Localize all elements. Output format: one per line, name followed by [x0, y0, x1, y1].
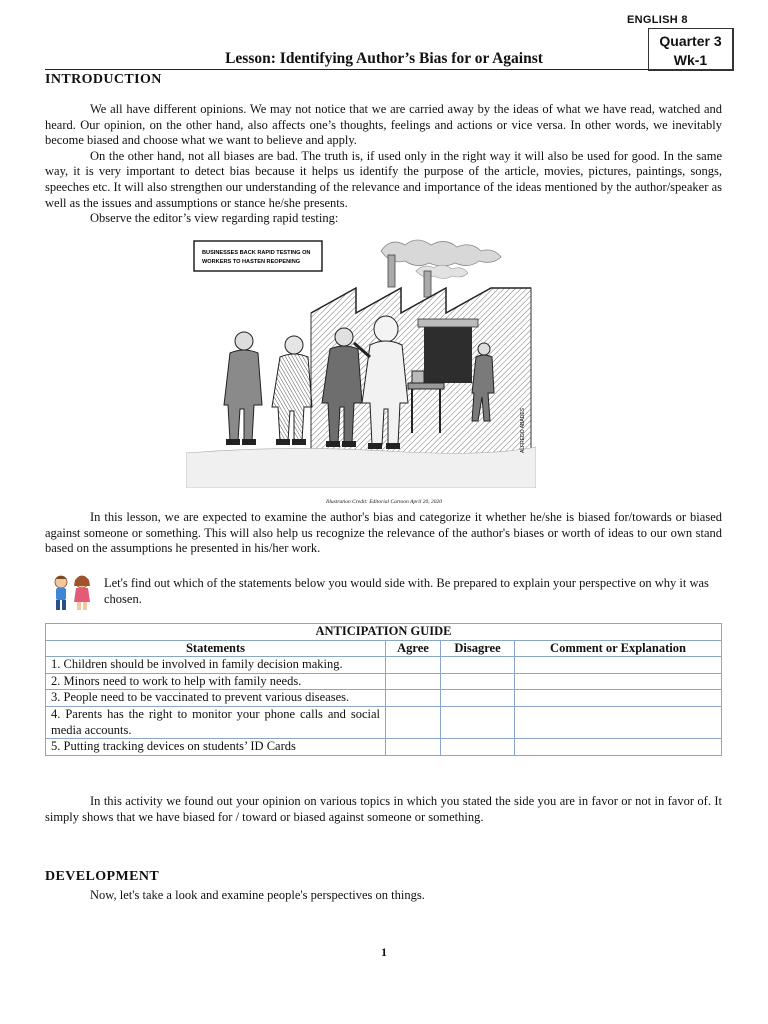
title-divider: [45, 69, 648, 70]
page-number: 1: [381, 945, 387, 959]
prompt-block: [104, 576, 722, 607]
development-body: [45, 888, 722, 904]
statement-cell: 4. Parents has the right to monitor your phone calls and social media accounts.: [46, 706, 386, 738]
worker-figure-1: [224, 332, 262, 445]
anticipation-guide-table: [45, 623, 722, 756]
disagree-cell[interactable]: [441, 657, 515, 674]
cartoon-caption: Illustration Credit: Editorial Cartoon April 20, 2020: [326, 499, 442, 505]
agree-cell[interactable]: [386, 657, 441, 674]
prompt-text: Let's find out which of the statements below you would side with. Be prepared to explain your perspective on why it was chosen.: [104, 576, 709, 606]
development-heading: DEVELOPMENT: [45, 869, 160, 884]
statement-cell: 5. Putting tracking devices on students’ ID Cards: [46, 739, 386, 756]
disagree-cell[interactable]: [441, 673, 515, 690]
intro-paragraph-1: We all have different opinions. We may not notice that we are carried away by the ideas of what we have read, watched and heard. Our opinion, on the other hand, also affects one’s thoughts, feelings and actions or vice versa. In other words, we inevitably become biased and choose what we want to believe and apply.: [45, 102, 722, 148]
activity-summary-block: [45, 794, 722, 825]
comment-cell[interactable]: [515, 673, 722, 690]
table-row: [46, 739, 722, 756]
week-label: Wk-1: [673, 52, 708, 68]
cartoon-sign: [194, 241, 322, 271]
cartoonist-signature: ALFREDO ABADES: [520, 407, 526, 453]
statement-cell: 3. People need to be vaccinated to prevent various diseases.: [46, 690, 386, 707]
activity-summary: In this activity we found out your opinion on various topics in which you stated the side you are in favor or not in favor of. It simply shows that we have biased for / toward or biased against someone or something.: [45, 794, 722, 824]
disagree-cell[interactable]: [441, 690, 515, 707]
quarter-label: Quarter 3: [659, 33, 722, 49]
introduction-heading: INTRODUCTION: [45, 72, 162, 87]
development-text: Now, let's take a look and examine people's perspectives on things.: [90, 888, 425, 902]
worker-figure-2: [272, 336, 312, 445]
agree-cell[interactable]: [386, 673, 441, 690]
sign-line-1: BUSINESSES BACK RAPID TESTING ON: [202, 250, 311, 256]
table-row: [46, 673, 722, 690]
introduction-body: [45, 102, 722, 227]
column-header-disagree: Disagree: [441, 640, 515, 657]
comment-cell[interactable]: [515, 706, 722, 738]
column-header-statements: Statements: [46, 640, 386, 657]
column-header-agree: Agree: [386, 640, 441, 657]
statement-cell: 2. Minors need to work to help with family needs.: [46, 673, 386, 690]
statement-cell: 1. Children should be involved in family decision making.: [46, 657, 386, 674]
agree-cell[interactable]: [386, 690, 441, 707]
table-title-row: [46, 624, 722, 641]
column-header-comment: Comment or Explanation: [515, 640, 722, 657]
intro-paragraph-2: On the other hand, not all biases are bad. The truth is, if used only in the right way it will also be used for good. In the same way, it is very important to detect bias because it helps us identify the purpose of the article, movies, pictures, paintings, songs, speeches etc. It will also strengthen our understanding of the relevance and importance of the ideas mentioned by the author/speaker as well as the issues and assumptions or stance he/she presents.: [45, 148, 722, 210]
lesson-body: [45, 510, 722, 557]
lesson-title: Lesson: Identifying Author’s Bias for or Against: [225, 50, 543, 67]
lesson-paragraph: In this lesson, we are expected to examine the author's bias and categorize it whether he/she is biased for/towards or biased against someone or something. This will also help us recognize the relevance of the author's biases or worth of ideas to our own stand based on the assumptions he presented in his/her work.: [45, 510, 722, 556]
comment-cell[interactable]: [515, 657, 722, 674]
comment-cell[interactable]: [515, 739, 722, 756]
agree-cell[interactable]: [386, 706, 441, 738]
table-row: [46, 706, 722, 738]
intro-paragraph-3: Observe the editor’s view regarding rapid testing:: [90, 211, 339, 226]
disagree-cell[interactable]: [441, 739, 515, 756]
subject-label: ENGLISH 8: [627, 14, 688, 26]
agree-cell[interactable]: [386, 739, 441, 756]
table-title: ANTICIPATION GUIDE: [46, 624, 722, 641]
table-header-row: [46, 640, 722, 657]
sign-line-2: WORKERS TO HASTEN REOPENING: [202, 259, 301, 265]
children-icon: [46, 574, 96, 612]
comment-cell[interactable]: [515, 690, 722, 707]
table-row: [46, 690, 722, 707]
editorial-cartoon: [186, 233, 536, 488]
table-row: [46, 657, 722, 674]
smoke-clouds: [381, 240, 501, 279]
disagree-cell[interactable]: [441, 706, 515, 738]
